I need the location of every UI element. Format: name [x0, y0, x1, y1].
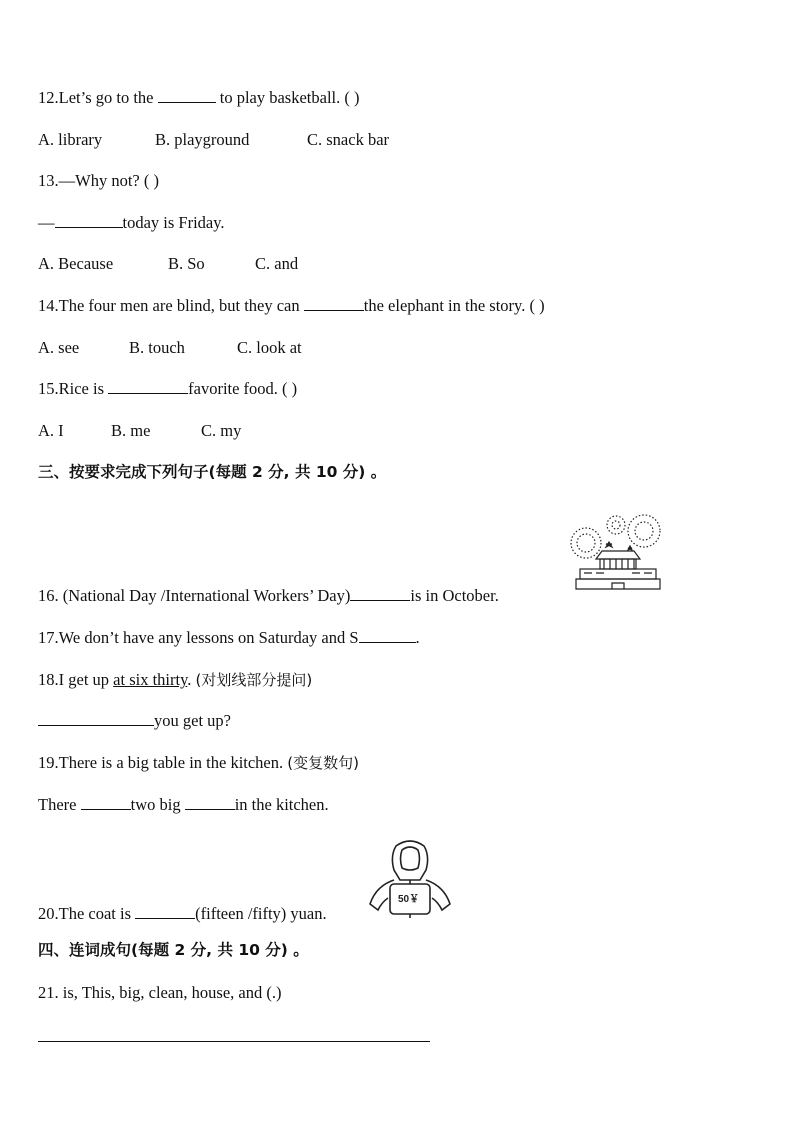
question-19: 19.There is a big table in the kitchen. (变复数句) [38, 753, 359, 772]
question-21: 21. is, This, big, clean, house, and (.) [38, 983, 282, 1002]
question-12-options [38, 130, 389, 150]
option-c[interactable]: C. and [255, 254, 299, 273]
question-18-answer: you get up? [38, 711, 231, 731]
answer-blank[interactable] [359, 628, 416, 643]
answer-blank[interactable] [38, 711, 154, 726]
option-a[interactable]: A. see [38, 338, 80, 357]
instruction-note: (变复数句) [287, 754, 359, 772]
answer-line[interactable] [38, 1041, 430, 1042]
coat-price-icon [364, 836, 456, 918]
question-15-options [38, 421, 241, 441]
option-b[interactable]: B. me [111, 421, 151, 440]
answer-blank[interactable] [108, 379, 188, 394]
option-b[interactable]: B. So [168, 254, 205, 273]
option-c[interactable]: C. my [201, 421, 242, 440]
answer-blank[interactable] [158, 88, 216, 103]
question-13: 13.—Why not? ( ) [38, 171, 159, 190]
fireworks-tiananmen-icon [566, 507, 670, 595]
underlined-phrase: at six thirty [113, 670, 188, 689]
question-19-answer: There two big in the kitchen. [38, 795, 329, 814]
question-17: 17.We don’t have any lessons on Saturday and S . [38, 628, 420, 647]
question-16: 16. (National Day /International Workers’ Day) is in October. [38, 586, 499, 605]
option-a[interactable]: A. I [38, 421, 64, 440]
answer-blank[interactable] [185, 795, 235, 810]
question-13-options [38, 254, 298, 274]
answer-blank[interactable] [304, 296, 364, 311]
option-a[interactable]: A. Because [38, 254, 114, 273]
section-3-title: 三、按要求完成下列句子(每题 2 分, 共 10 分) 。 [38, 463, 387, 481]
answer-blank[interactable] [55, 213, 123, 228]
question-13-reply: — today is Friday. [38, 213, 225, 232]
answer-blank[interactable] [81, 795, 131, 810]
option-c[interactable]: C. look at [237, 338, 302, 357]
option-c[interactable]: C. snack bar [307, 130, 390, 149]
answer-blank[interactable] [135, 904, 195, 919]
option-b[interactable]: B. playground [155, 130, 250, 149]
question-15: 15.Rice is favorite food. ( ) [38, 379, 298, 398]
section-4-title: 四、连词成句(每题 2 分, 共 10 分) 。 [38, 941, 309, 959]
answer-blank[interactable] [350, 586, 410, 601]
question-18: 18.I get up at six thirty. (对划线部分提问) [38, 670, 313, 689]
question-14: 14.The four men are blind, but they can the elephant in the story. ( ) [38, 296, 545, 315]
instruction-note: (对划线部分提问) [195, 671, 313, 689]
question-14-options [38, 338, 302, 358]
option-b[interactable]: B. touch [129, 338, 185, 357]
price-tag: 50￥ [398, 894, 420, 905]
question-20: 20.The coat is (fifteen /fifty) yuan. [38, 904, 327, 923]
option-a[interactable]: A. library [38, 130, 103, 149]
question-12: 12.Let’s go to the to play basketball. ( ) [38, 88, 360, 107]
